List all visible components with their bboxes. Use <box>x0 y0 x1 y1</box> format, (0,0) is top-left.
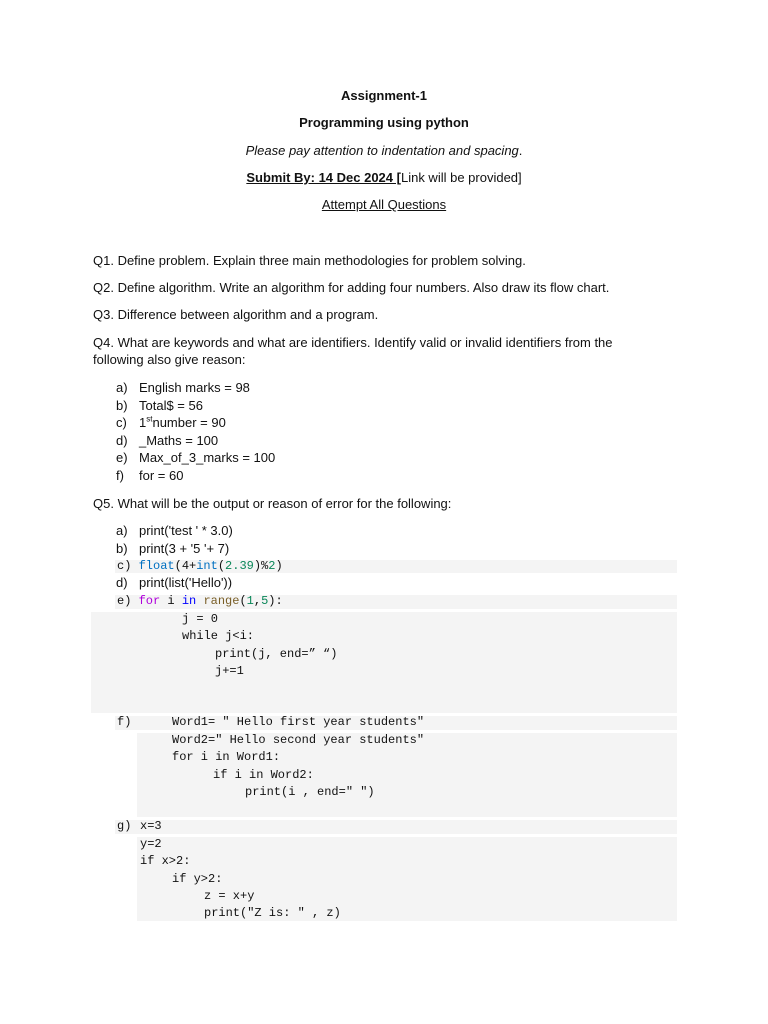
code-token: for <box>138 594 161 608</box>
code-token: , <box>253 594 262 608</box>
list-item <box>116 467 183 484</box>
code-text: print('test ' * 3.0) <box>139 523 233 538</box>
list-marker: f) <box>117 715 132 729</box>
code-token: 2 <box>268 559 276 573</box>
code-line: for i in Word1: <box>172 750 281 764</box>
code-token: i <box>160 594 182 608</box>
code-line: print(j, end=” “) <box>215 647 338 661</box>
identifier-text-pre: 1 <box>139 415 147 430</box>
code-token: range <box>203 594 240 608</box>
identifier-text: for = 60 <box>139 468 184 483</box>
list-marker: e) <box>116 450 128 465</box>
submit-line <box>0 170 768 185</box>
code-line: z = x+y <box>204 889 255 903</box>
attempt-all-note: Attempt All Questions <box>321 197 447 212</box>
code-block-background <box>91 612 677 713</box>
identifier-text-post: number = 90 <box>152 415 226 430</box>
identifier-text: Total$ = 56 <box>139 398 203 413</box>
code-line-c <box>117 558 283 575</box>
instruction-note-text: Please pay attention to indentation and spacing <box>245 143 519 158</box>
code-line: print(i , end=" ") <box>245 785 375 799</box>
code-text: print(3 + '5 '+ 7) <box>139 541 230 556</box>
list-item <box>116 574 232 591</box>
code-line: j = 0 <box>182 612 219 626</box>
list-marker: c) <box>117 559 132 573</box>
identifier-text-sup: st <box>146 414 153 424</box>
instruction-note <box>0 143 768 158</box>
code-token: 2.39 <box>225 559 254 573</box>
list-item <box>116 432 218 449</box>
code-text: print(list('Hello')) <box>139 575 233 590</box>
list-marker: g) <box>117 819 132 833</box>
question-5: Q5. What will be the output or reason of error for the following: <box>93 496 452 511</box>
code-line-e <box>117 593 283 610</box>
list-marker: e) <box>117 594 132 608</box>
list-marker: d) <box>116 575 128 590</box>
list-marker: d) <box>116 433 128 448</box>
identifier-text: _Maths = 100 <box>139 433 219 448</box>
list-marker: b) <box>116 398 128 413</box>
assignment-subtitle: Programming using python <box>299 115 469 130</box>
code-token: ( <box>217 559 226 573</box>
code-token: ) <box>275 559 283 573</box>
instruction-note-period: . <box>518 143 523 158</box>
list-marker: b) <box>116 541 128 556</box>
list-item <box>116 397 203 414</box>
code-line: x=3 <box>140 819 162 833</box>
assignment-title: Assignment-1 <box>341 88 427 103</box>
code-token: 5 <box>261 594 269 608</box>
list-item <box>116 414 226 431</box>
code-line: Word1= " Hello first year students" <box>172 715 425 729</box>
code-line: j+=1 <box>215 664 244 678</box>
question-4: Q4. What are keywords and what are identifiers. Identify valid or invalid identifiers from the following also give reason: <box>93 335 613 367</box>
list-marker: a) <box>116 523 128 538</box>
code-line: if i in Word2: <box>213 768 314 782</box>
code-token: (4+ <box>174 559 197 573</box>
submit-link-note: Link will be provided] <box>400 170 522 185</box>
code-line: y=2 <box>140 837 162 851</box>
list-item <box>116 449 275 466</box>
code-token: ): <box>268 594 283 608</box>
list-item <box>116 522 233 539</box>
code-line: while j<i: <box>182 629 255 643</box>
list-marker: c) <box>116 415 127 430</box>
code-line: print("Z is: " , z) <box>204 906 341 920</box>
identifier-text: English marks = 98 <box>139 380 250 395</box>
code-token: int <box>196 559 218 573</box>
code-block-background <box>115 820 677 834</box>
question-1: Q1. Define problem. Explain three main methodologies for problem solving. <box>93 253 526 268</box>
code-token: 1 <box>246 594 254 608</box>
question-3: Q3. Difference between algorithm and a program. <box>93 307 379 322</box>
list-marker: f) <box>116 468 124 483</box>
code-token: ( <box>239 594 247 608</box>
list-marker: a) <box>116 380 128 395</box>
code-token: in <box>181 594 197 608</box>
submit-deadline: Submit By: 14 Dec 2024 [ <box>246 170 401 185</box>
code-line: if x>2: <box>140 854 191 868</box>
code-token: float <box>138 559 175 573</box>
code-line: Word2=" Hello second year students" <box>172 733 425 747</box>
identifier-text: Max_of_3_marks = 100 <box>139 450 276 465</box>
question-2: Q2. Define algorithm. Write an algorithm for adding four numbers. Also draw its flow chart. <box>93 280 610 295</box>
list-item <box>116 540 229 557</box>
list-item <box>116 379 250 396</box>
code-line: if y>2: <box>172 872 223 886</box>
code-token: )% <box>253 559 269 573</box>
